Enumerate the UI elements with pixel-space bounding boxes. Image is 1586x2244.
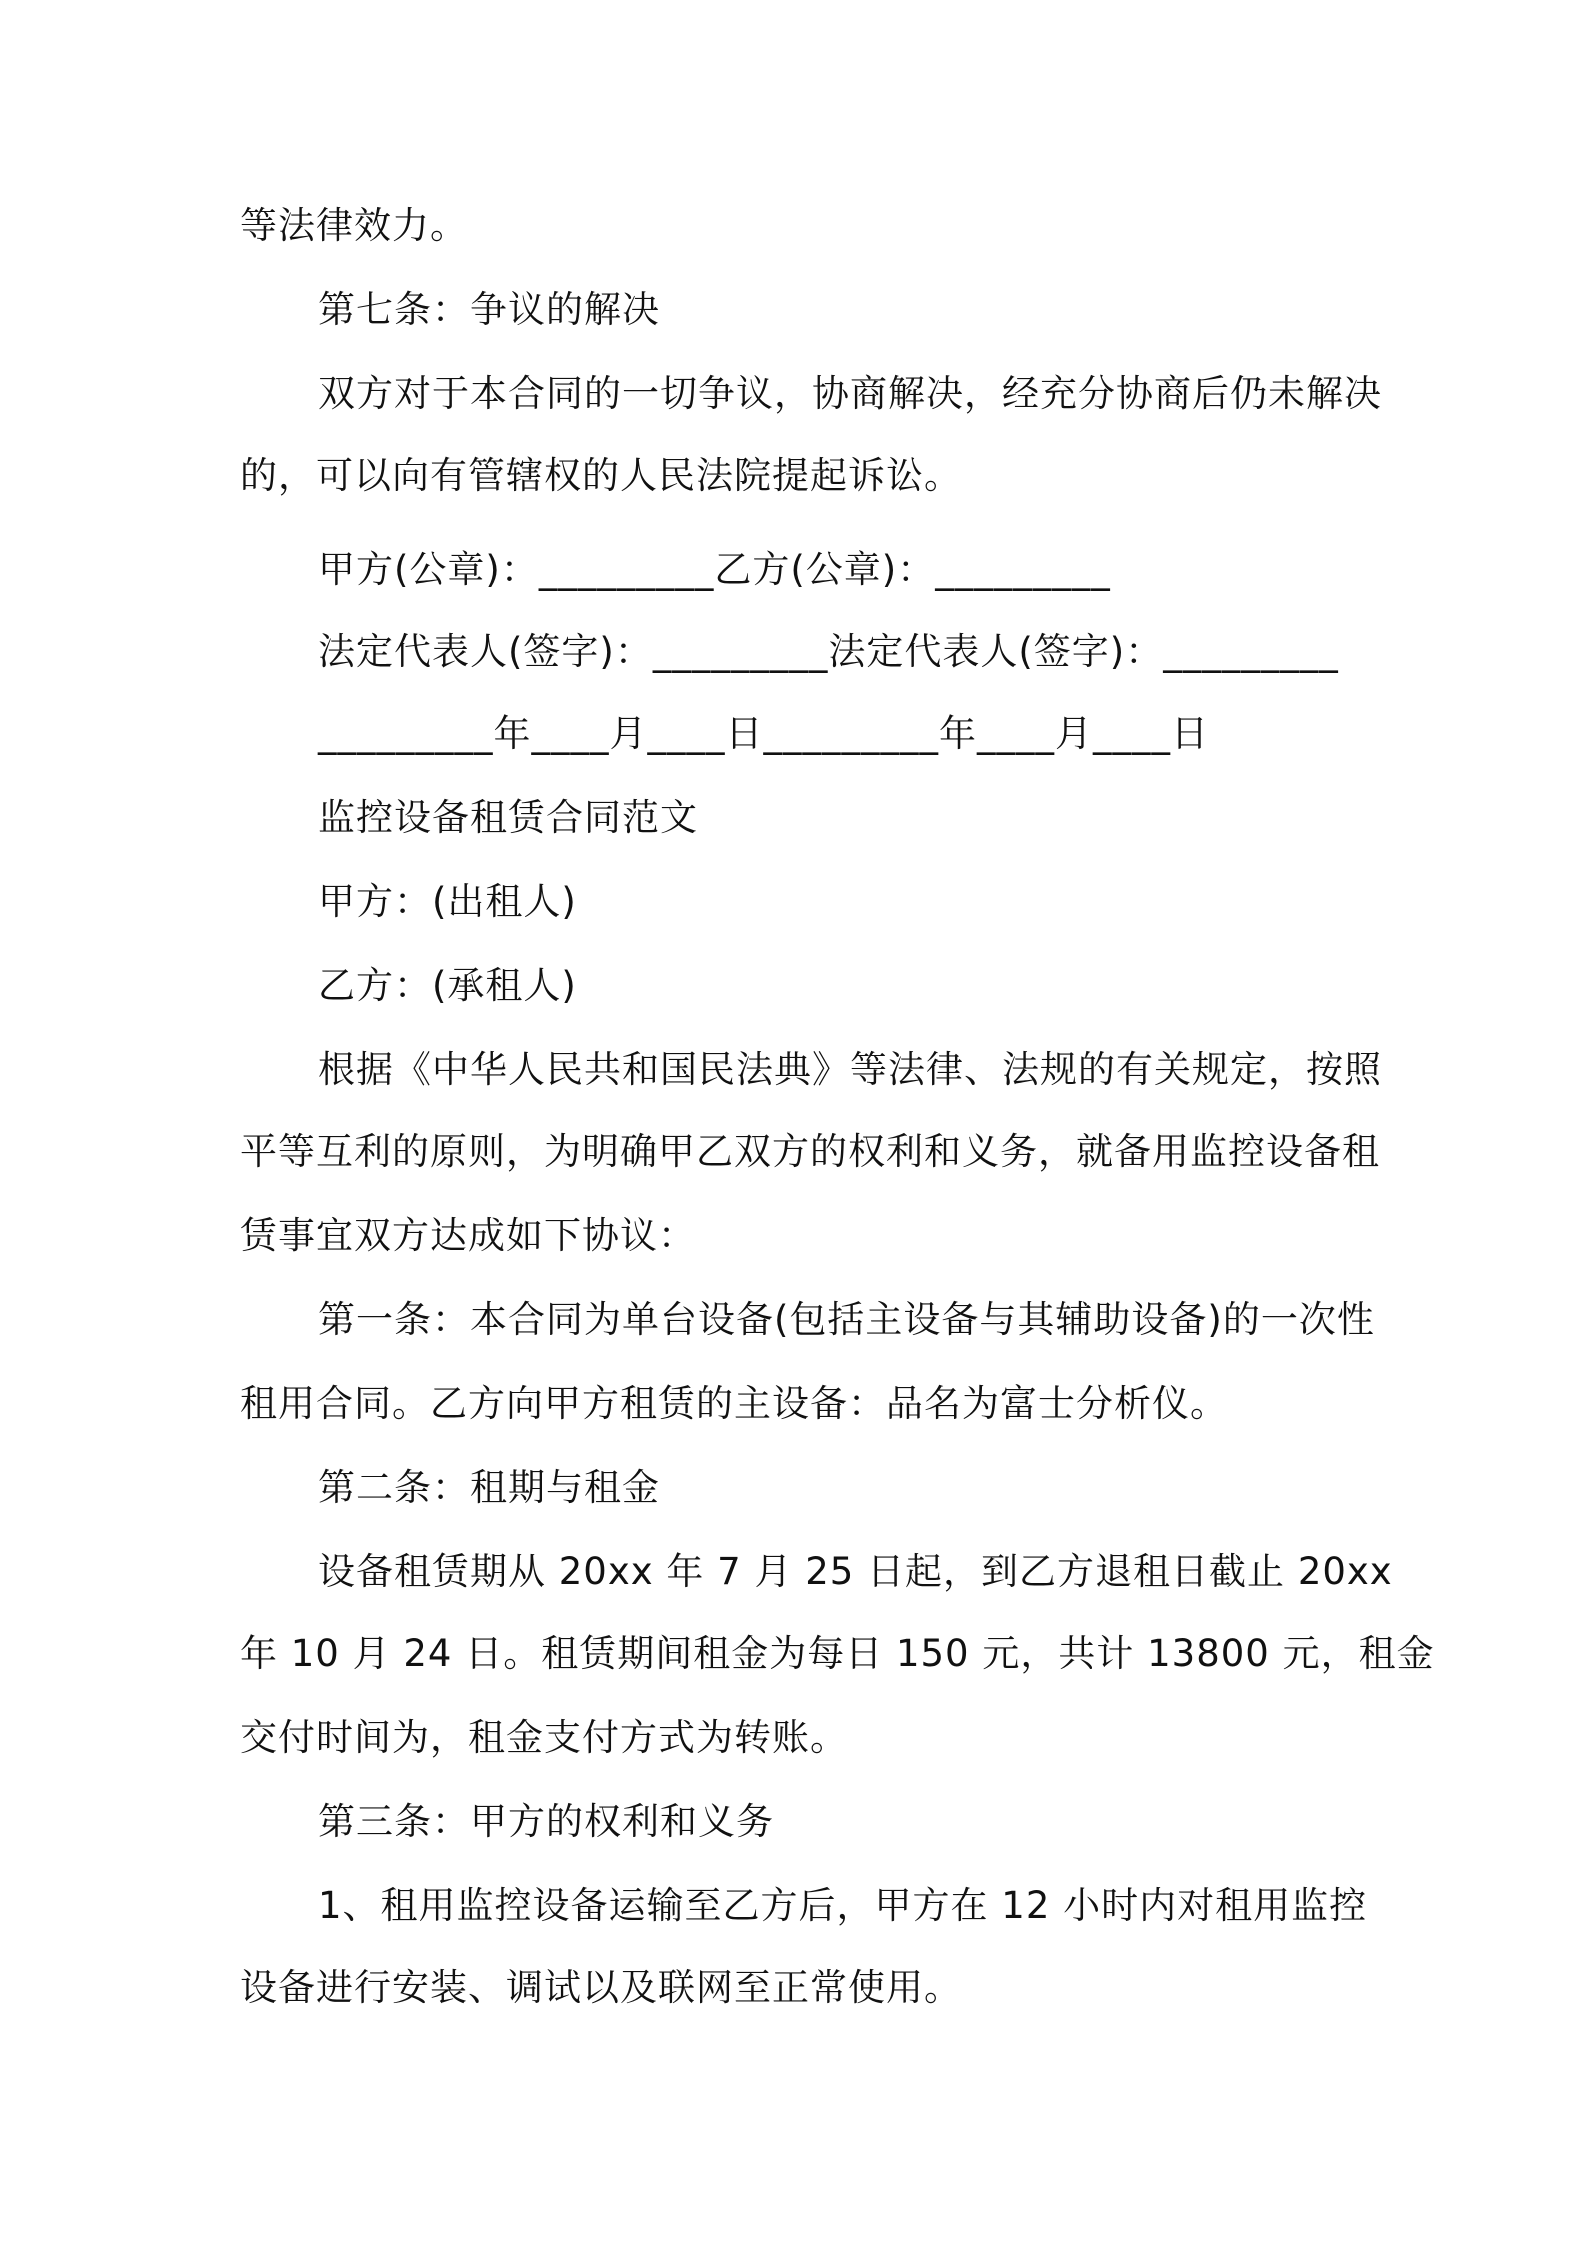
article-heading: 第二条：租期与租金 [318, 1466, 660, 1509]
paragraph-line: 年 10 月 24 日。租赁期间租金为每日 150 元，共计 13800 元，租金 [240, 1632, 1435, 1675]
paragraph-line: 等法律效力。 [240, 204, 468, 247]
party-a-line: 甲方：(出租人) [318, 880, 577, 923]
document-title: 监控设备租赁合同范文 [318, 796, 698, 839]
date-line: _________年____月____日_________年____月____日 [318, 712, 1209, 755]
paragraph-line: 租用合同。乙方向甲方租赁的主设备：品名为富士分析仪。 [240, 1382, 1228, 1425]
paragraph-line: 1、租用监控设备运输至乙方后，甲方在 12 小时内对租用监控 [318, 1884, 1368, 1927]
signature-line: 甲方(公章)：_________乙方(公章)：_________ [318, 548, 1111, 591]
paragraph-line: 设备租赁期从 20xx 年 7 月 25 日起，到乙方退租日截止 20xx [318, 1550, 1393, 1593]
article-line: 第一条：本合同为单台设备(包括主设备与其辅助设备)的一次性 [318, 1298, 1375, 1341]
paragraph-line: 交付时间为，租金支付方式为转账。 [240, 1716, 848, 1759]
paragraph-line: 根据《中华人民共和国民法典》等法律、法规的有关规定，按照 [318, 1048, 1382, 1091]
paragraph-line: 设备进行安装、调试以及联网至正常使用。 [240, 1966, 962, 2009]
paragraph-line: 赁事宜双方达成如下协议： [240, 1214, 696, 1257]
paragraph-line: 的，可以向有管辖权的人民法院提起诉讼。 [240, 454, 962, 497]
party-b-line: 乙方：(承租人) [318, 964, 577, 1007]
paragraph-line: 平等互利的原则，为明确甲乙双方的权利和义务，就备用监控设备租 [240, 1130, 1380, 1173]
article-heading: 第七条：争议的解决 [318, 288, 660, 331]
paragraph-line: 双方对于本合同的一切争议，协商解决，经充分协商后仍未解决 [318, 372, 1382, 415]
signature-line: 法定代表人(签字)：_________法定代表人(签字)：_________ [318, 630, 1339, 673]
article-heading: 第三条：甲方的权利和义务 [318, 1800, 774, 1843]
